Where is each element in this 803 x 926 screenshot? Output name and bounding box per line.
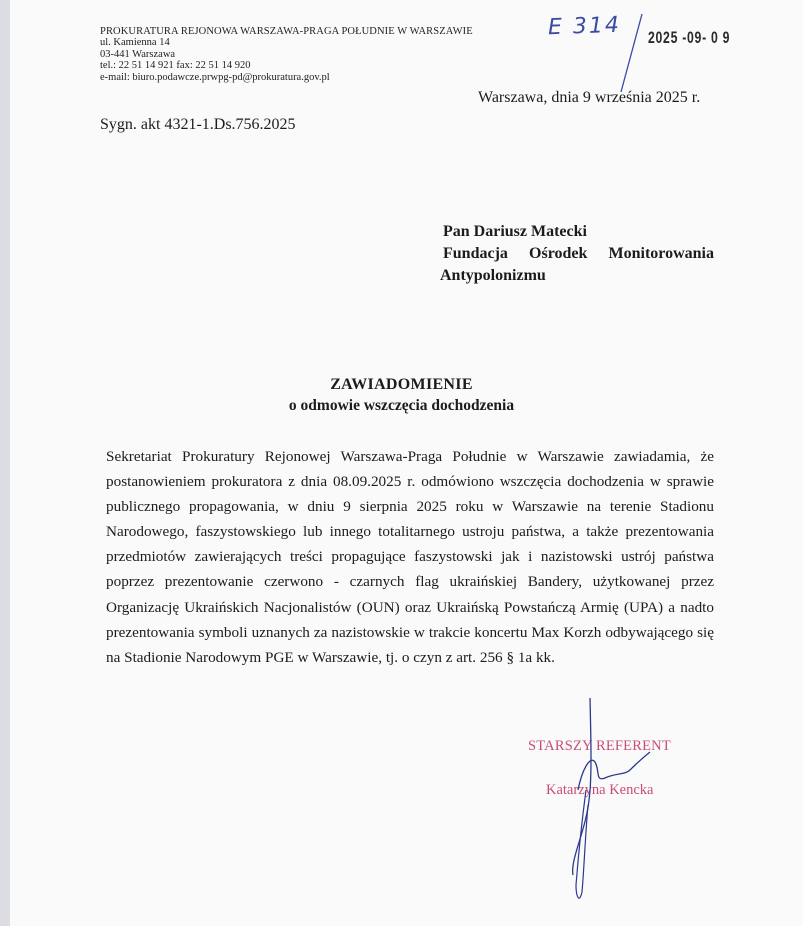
institution-phone: tel.: 22 51 14 921 fax: 22 51 14 920	[100, 60, 251, 72]
institution-email: e-mail: biuro.podawcze.prwpg-pd@prokuratura.gov.pl	[100, 71, 330, 83]
institution-name: PROKURATURA REJONOWA WARSZAWA-PRAGA POŁUDNIE W WARSZAWIE	[100, 26, 473, 37]
document-title-block	[0, 376, 803, 415]
letterhead	[100, 26, 473, 83]
addressee-org-line2: Antypolonizmu	[440, 267, 546, 284]
signatory-role: STARSZY REFERENT	[528, 738, 671, 754]
addressee-org-line1	[440, 243, 714, 265]
document-title: ZAWIADOMIENIE	[330, 376, 473, 393]
addressee-org-word: Monitorowania	[608, 245, 714, 262]
case-reference: Sygn. akt 4321-1.Ds.756.2025	[100, 116, 296, 133]
signatory-name: Katarzyna Kencka	[546, 782, 654, 798]
addressee-name: Pan Dariusz Matecki	[443, 223, 587, 240]
handwritten-registry-mark: E 314	[547, 12, 622, 41]
addressee-org-word: Fundacja	[443, 245, 508, 262]
notice-body: Sekretariat Prokuratury Rejonowej Warszawa-Praga Południe w Warszawie zawiadamia, że postanowieniem prokuratora z dnia 08.09.2025 r. odmówiono wszczęcia dochodzenia w sprawie publicznego propagowania, w dniu 9 sierpnia 2025 roku w Warszawie na terenie Stadionu Narodowego, faszystowskiego lub innego totalitarnego ustroju państwa, a także prezentowania przedmiotów zawierających treści propagujące faszystowski jak i nazistowski ustrój państwa poprzez prezentowanie czerwono - czarnych flag ukraińskiej Bandery, użytkowanej przez Organizację Ukraińskich Nacjonalistów (OUN) oraz Ukraińską Powstańczą Armię (UPA) a nadto prezentowania symboli uznanych za nazistowskie w trakcie koncertu Max Korzh odbywającego się na Stadionie Narodowym PGE w Warszawie, tj. o czyn z art. 256 § 1a kk.	[106, 448, 714, 666]
addressee-block	[440, 221, 714, 287]
place-and-date: Warszawa, dnia 9 września 2025 r.	[478, 89, 701, 106]
page-edge	[0, 0, 10, 926]
document-subtitle: o odmowie wszczęcia dochodzenia	[288, 397, 515, 414]
document-page	[10, 0, 803, 926]
received-date-stamp: 2025 -09- 0 9	[648, 28, 731, 47]
institution-postal: 03-441 Warszawa	[100, 48, 176, 60]
addressee-org-word: Ośrodek	[529, 245, 588, 262]
signature-stamp	[528, 738, 688, 799]
institution-street: ul. Kamienna 14	[100, 37, 170, 49]
